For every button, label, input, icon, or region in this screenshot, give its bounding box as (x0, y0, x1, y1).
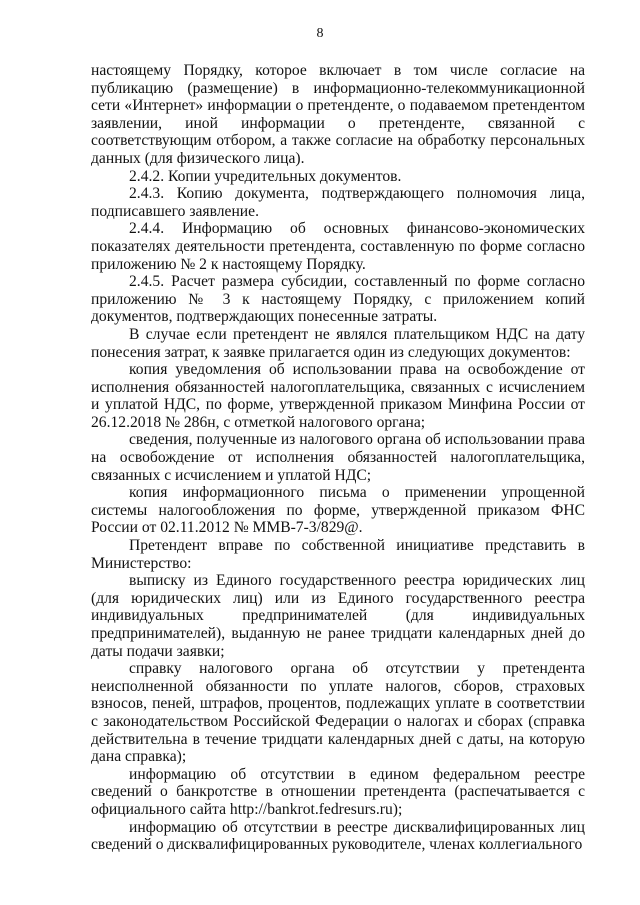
paragraph-tax-authority-info: сведения, полученные из налогового органа об использовании права на освобождение от исполнения обязанностей налогоплательщика, связанных с исчислением и уплатой НДС; (91, 431, 585, 484)
paragraph-2-4-3: 2.4.3. Копию документа, подтверждающего полномочия лица, подписавшего заявление. (91, 185, 585, 220)
page-number: 8 (316, 26, 324, 41)
paragraph-2-4-4: 2.4.4. Информацию об основных финансово-экономических показателях деятельности претендента, составленную по форме согласно приложению № 2 к настоящему Порядку. (91, 220, 585, 273)
paragraph-2-4-5: 2.4.5. Расчет размера субсидии, составленный по форме согласно приложению № 3 к настоящему Порядку, с приложением копий документов, подтверждающих понесенные затраты. (91, 273, 585, 326)
document-body (91, 62, 585, 854)
paragraph-disqualified-persons: информацию об отсутствии в реестре дисквалифицированных лиц сведений о дисквалифицированных руководителе, членах коллегиального (91, 818, 585, 854)
paragraph-registry-extract: выписку из Единого государственного реестра юридических лиц (для юридических лиц) или из Единого государственного реестра индивидуальных предпринимателей (для индивидуальных предпринимателей), выданную не ранее тридцати календарных дней до даты подачи заявки; (91, 572, 585, 660)
paragraph-2-4-2: 2.4.2. Копии учредительных документов. (129, 167, 402, 185)
paragraph-own-initiative: Претендент вправе по собственной инициативе представить в Министерство: (91, 537, 585, 572)
paragraph-vat-case: В случае если претендент не являлся плательщиком НДС на дату понесения затрат, к заявке прилагается один из следующих документов: (91, 325, 585, 361)
paragraph-bankruptcy-info: информацию об отсутствии в едином федеральном реестре сведений о банкротстве в отношении претендента (распечатывается с официального сайта http://bankrot.fedresurs.ru); (91, 765, 585, 818)
paragraph-vat-notice-copy: копия уведомления об использовании права на освобождение от исполнения обязанностей налогоплательщика, связанных с исчислением и уплатой НДС, по форме, утвержденной приказом Минфина России от 26.12.2018 № 286н, с отметкой налогового органа; (91, 361, 585, 431)
paragraph-tax-certificate: справку налогового органа об отсутствии у претендента неисполненной обязанности по уплате налогов, сборов, страховых взносов, пеней, штрафов, процентов, подлежащих уплате в соответствии с законодательством Российской Федерации о налогах и сборах (справка действительна в течение тридцати календарных дней с даты, на которую дана справка); (91, 660, 585, 766)
paragraph-consent-continuation: настоящему Порядку, которое включает в том числе согласие на публикацию (размещение) в информационно-телекоммуникационной сети «Интернет» информации о претенденте, о подаваемом претендентом заявлении, иной информации о претенденте, связанной с соответствующим отбором, а также согласие на обработку персональных данных (для физического лица). (91, 62, 585, 167)
paragraph-simplified-tax-letter: копия информационного письма о применении упрощенной системы налогообложения по форме, утвержденной приказом ФНС России от 02.11.2012 № ММВ-7-3/829@. (91, 484, 585, 537)
